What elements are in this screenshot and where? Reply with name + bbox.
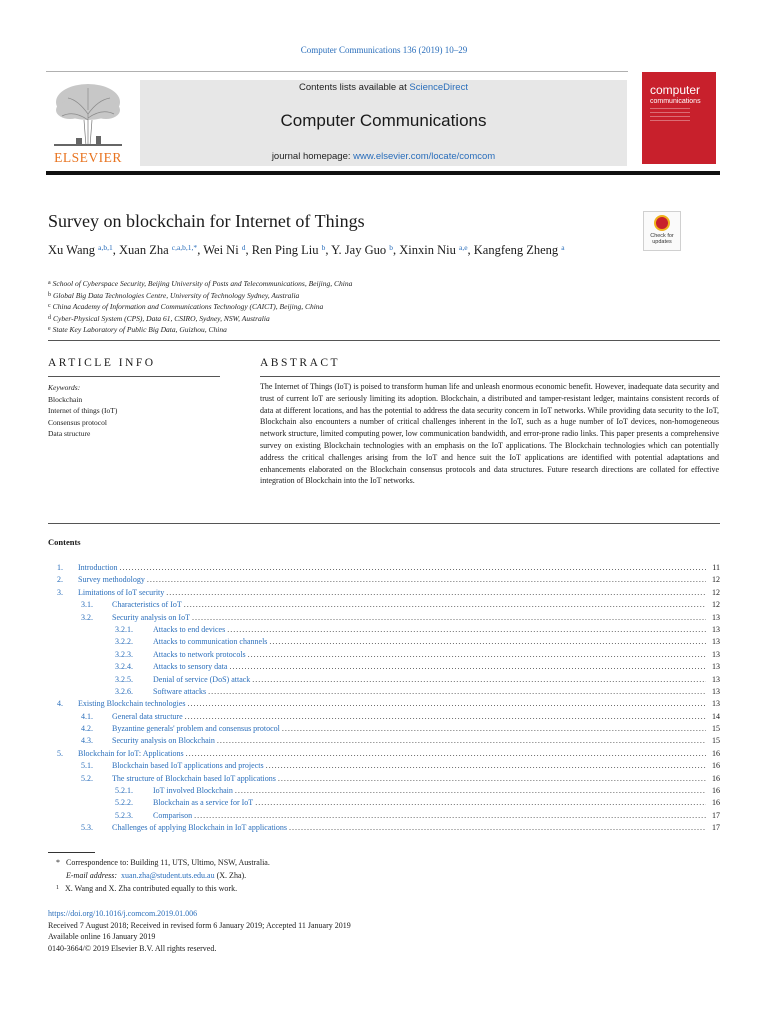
doi-link[interactable]: https://doi.org/10.1016/j.comcom.2019.01.006 xyxy=(48,909,198,918)
toc-entry-link[interactable]: Security analysis on Blockchain xyxy=(112,736,215,746)
toc-entry-number[interactable]: 3.2.5. xyxy=(115,674,133,684)
toc-entry-number[interactable]: 2. xyxy=(57,575,63,585)
toc-entry-number[interactable]: 5.2.2. xyxy=(115,798,133,808)
toc-entry[interactable] xyxy=(48,797,720,809)
toc-entry-link[interactable]: Blockchain as a service for IoT xyxy=(153,798,254,808)
toc-entry[interactable] xyxy=(48,760,720,772)
toc-entry-link[interactable]: The structure of Blockchain based IoT applications xyxy=(112,773,276,783)
publication-info xyxy=(48,908,648,954)
toc-leader-dots xyxy=(192,612,706,624)
toc-entry[interactable] xyxy=(48,773,720,785)
toc-leader-dots xyxy=(208,686,706,698)
toc-entry-page: 16 xyxy=(712,798,720,808)
check-updates-icon xyxy=(654,215,670,231)
affiliation-mark: a xyxy=(48,280,51,286)
toc-entry-number[interactable]: 4.3. xyxy=(81,736,93,746)
affiliation-mark: d xyxy=(48,314,51,321)
affiliation-mark: c xyxy=(48,303,51,309)
toc-leader-dots xyxy=(217,735,706,747)
author-affiliation-marks[interactable]: b xyxy=(321,243,326,252)
equal-contribution-footnote: $^1$ X. Wang and X. Zha contributed equally to this work. xyxy=(56,884,238,893)
toc-entry-number[interactable]: 3.2.4. xyxy=(115,662,133,672)
affiliation-text: State Key Laboratory of Public Big Data, Guizhou, China xyxy=(52,325,227,334)
toc-entry-link[interactable]: Blockchain for IoT: Applications xyxy=(78,748,184,758)
toc-entry-number[interactable]: 4.2. xyxy=(81,724,93,734)
toc-entry-link[interactable]: General data structure xyxy=(112,711,183,721)
affiliation-mark: b xyxy=(48,291,51,298)
toc-entry-link[interactable]: Introduction xyxy=(78,563,118,572)
footnote-rule xyxy=(48,852,95,853)
toc-entry[interactable] xyxy=(48,636,720,648)
author-affiliation-marks[interactable]: d xyxy=(241,243,246,252)
paper-title: Survey on blockchain for Internet of Things xyxy=(48,211,365,231)
copyright-line: 0140-3664/© 2019 Elsevier B.V. All rights reserved. xyxy=(48,943,217,953)
author-affiliation-marks[interactable]: c,a,b,1,* xyxy=(171,243,198,252)
sciencedirect-link[interactable]: ScienceDirect xyxy=(409,82,468,93)
affiliation-mark: e xyxy=(48,326,51,332)
toc-entry-number[interactable]: 3.2.3. xyxy=(115,649,133,659)
author-name[interactable]: Xu Wang xyxy=(48,243,96,257)
toc-entry-link[interactable]: Software attacks xyxy=(153,686,207,696)
toc-leader-dots xyxy=(229,661,706,673)
toc-entry[interactable] xyxy=(48,587,720,599)
section-rule-top xyxy=(48,340,720,341)
affiliation-item xyxy=(48,278,648,290)
keywords-block xyxy=(48,382,220,440)
abstract-text: The Internet of Things (IoT) is poised to transform human life and unleash enormous economic benefit. However, inadequate data security and trust of current IoT are seriously limiting its adoption. Blockchain, a distributed and tamper-resistant ledger, maintains consistent records of data at different locations, and has the potential to address the data security concern in IoT networks. While providing data security to the IoT, Blockchain also encounters a number of critical challenges inherent in the IoT, such as a huge number of IoT devices, non-homogeneous network structure, limited computing power, low communication bandwidth, and error-prone radio links. This paper presents a comprehensive survey on existing Blockchain technologies with an emphasis on the IoT applications. The Blockchain technologies which can potentially address the critical challenges arising from the IoT and hence suit the IoT applications are identified with potential adaptations and enhancements elaborated on the Blockchain consensus protocols and data structures. Future research directions are collated for effective integration of Blockchain into the IoT networks. xyxy=(260,382,719,486)
footnotes xyxy=(56,856,656,895)
elsevier-logo[interactable] xyxy=(48,80,128,166)
toc-leader-dots xyxy=(255,797,706,809)
toc-entry[interactable] xyxy=(48,735,720,747)
toc-entry-link[interactable]: Attacks to network protocols xyxy=(153,649,246,659)
abstract-heading: ABSTRACT xyxy=(260,357,341,369)
toc-entry-page: 15 xyxy=(712,724,720,734)
keyword-item: Data structure xyxy=(48,429,91,438)
toc-entry-number[interactable]: 5.2. xyxy=(81,773,93,783)
author-name[interactable]: Kangfeng Zheng xyxy=(473,243,559,257)
toc-entry-page: 13 xyxy=(712,699,720,709)
toc-entry-link[interactable]: Denial of service (DoS) attack xyxy=(153,674,251,684)
cover-decoration xyxy=(650,108,690,124)
toc-entry-number[interactable]: 3.2. xyxy=(81,612,93,622)
toc-entry-link[interactable]: Challenges of applying Blockchain in IoT applications xyxy=(112,823,287,833)
toc-entry-page: 13 xyxy=(712,637,720,647)
toc-entry[interactable] xyxy=(48,562,720,574)
author-affiliation-marks[interactable]: a,e xyxy=(458,243,468,252)
toc-entry-number[interactable]: 5.3. xyxy=(81,823,93,833)
toc-entry[interactable] xyxy=(48,686,720,698)
toc-leader-dots xyxy=(269,636,706,648)
toc-leader-dots xyxy=(282,723,706,735)
toc-entry-page: 13 xyxy=(712,674,720,684)
toc-entry-link[interactable]: Survey methodology xyxy=(78,575,145,585)
toc-entry-link[interactable]: Blockchain based IoT applications and projects xyxy=(112,761,264,771)
toc-entry[interactable] xyxy=(48,698,720,710)
journal-cover-thumbnail[interactable] xyxy=(642,72,716,164)
toc-leader-dots xyxy=(194,810,706,822)
toc-entry-link[interactable]: IoT involved Blockchain xyxy=(153,786,233,796)
affiliation-item xyxy=(48,313,648,325)
article-info-heading: ARTICLE INFO xyxy=(48,357,156,369)
contents-available-line: Contents lists available at ScienceDirect xyxy=(299,82,468,93)
toc-entry-page: 15 xyxy=(712,736,720,746)
toc-entry-link[interactable]: Comparison xyxy=(153,810,193,820)
toc-leader-dots xyxy=(266,760,706,772)
toc-entry-number[interactable]: 3.2.6. xyxy=(115,686,133,696)
keyword-item: Consensus protocol xyxy=(48,417,107,427)
email-link[interactable]: xuan.zha@student.uts.edu.au xyxy=(121,871,215,880)
toc-entry-page: 12 xyxy=(712,587,720,597)
received-dates: Received 7 August 2018; Received in revised form 6 January 2019; Accepted 11 January 2019 xyxy=(48,920,351,930)
keyword-item: Internet of things (IoT) xyxy=(48,406,118,415)
toc-entry[interactable] xyxy=(48,810,720,822)
toc-entry-number[interactable]: 3.2.2. xyxy=(115,637,133,647)
toc-entry[interactable] xyxy=(48,711,720,723)
toc-entry[interactable] xyxy=(48,599,720,611)
toc-entry-link[interactable]: Limitations of IoT security xyxy=(78,587,165,597)
author-list: Xu Wang $^{a,b,1}$, Xuan Zha $^{c,a,b,1,*}$, Wei Ni $^d$, Ren Ping Liu $^b$, Y. Jay Guo $^b$, Xinxin Niu $^{a,e}$, Kangfeng Zheng $^a$ xyxy=(48,243,565,257)
abstract-rule xyxy=(260,376,720,377)
affiliation-list xyxy=(48,278,648,336)
journal-name: Computer Communications xyxy=(280,111,487,130)
toc-entry-number[interactable]: 3.1. xyxy=(81,600,93,610)
toc-leader-dots xyxy=(166,587,706,599)
toc-leader-dots xyxy=(227,624,706,636)
author-name[interactable]: Wei Ni xyxy=(203,243,239,257)
toc-entry-link[interactable]: Attacks to sensory data xyxy=(153,662,228,672)
affiliation-text: School of Cyberspace Security, Beijing University of Posts and Telecommunications, Beijing, China xyxy=(52,279,353,288)
toc-entry[interactable] xyxy=(48,574,720,586)
toc-entry[interactable] xyxy=(48,723,720,735)
toc-leader-dots xyxy=(120,562,706,574)
keywords-label: Keywords: xyxy=(48,383,81,392)
toc-leader-dots xyxy=(252,674,706,686)
toc-entry-page: 12 xyxy=(712,600,720,610)
toc-leader-dots xyxy=(185,711,706,723)
toc-entry[interactable] xyxy=(48,612,720,624)
toc-entry-number[interactable]: 4.1. xyxy=(81,711,93,721)
journal-homepage-link[interactable]: www.elsevier.com/locate/comcom xyxy=(353,151,496,162)
affiliation-item xyxy=(48,324,648,336)
toc-entry-number[interactable]: 5.1. xyxy=(81,761,93,771)
toc-entry-number[interactable]: 5.2.3. xyxy=(115,810,133,820)
author-name[interactable]: Ren Ping Liu xyxy=(251,243,319,257)
toc-entry-link[interactable]: Attacks to communication channels xyxy=(153,637,268,647)
article-info-rule xyxy=(48,376,220,377)
toc-entry-page: 17 xyxy=(712,810,720,820)
toc-leader-dots xyxy=(278,773,706,785)
toc-entry-page: 12 xyxy=(712,575,720,585)
affiliation-item xyxy=(48,301,648,313)
journal-homepage-line: journal homepage: www.elsevier.com/locate/comcom xyxy=(271,151,496,162)
cover-subtitle: communications xyxy=(650,98,701,105)
toc-entry-page: 13 xyxy=(712,624,720,634)
toc-entry-page: 17 xyxy=(712,823,720,833)
email-footnote: E-mail address: xuan.zha@student.uts.edu.au (X. Zha). xyxy=(66,871,247,880)
toc-leader-dots xyxy=(235,785,706,797)
toc-entry-page: 16 xyxy=(712,748,720,758)
author-affiliation-marks[interactable]: a,b,1 xyxy=(98,243,113,252)
toc-entry-link[interactable]: Existing Blockchain technologies xyxy=(78,699,186,709)
check-for-updates-button[interactable] xyxy=(643,211,681,251)
toc-entry[interactable] xyxy=(48,661,720,673)
available-online: Available online 16 January 2019 xyxy=(48,932,156,941)
table-of-contents xyxy=(48,562,720,835)
toc-entry-page: 11 xyxy=(712,563,720,572)
toc-entry-number[interactable]: 3. xyxy=(57,587,63,597)
toc-entry-page: 13 xyxy=(712,649,720,659)
toc-entry-link[interactable]: Byzantine generals' problem and consensus protocol xyxy=(112,724,280,734)
toc-leader-dots xyxy=(248,649,706,661)
author-name[interactable]: Xinxin Niu xyxy=(399,243,456,257)
affiliation-text: China Academy of Information and Communications Technology (CAICT), Beijing, China xyxy=(52,302,324,311)
toc-entry-number[interactable]: 5.2.1. xyxy=(115,786,133,796)
elsevier-wordmark: ELSEVIER xyxy=(54,150,122,165)
toc-leader-dots xyxy=(289,822,706,834)
toc-entry[interactable] xyxy=(48,624,720,636)
toc-entry-number[interactable]: 5. xyxy=(57,748,63,758)
affiliation-text: Global Big Data Technologies Centre, University of Technology Sydney, Australia xyxy=(53,290,300,300)
toc-entry-page: 13 xyxy=(712,686,720,696)
toc-entry[interactable] xyxy=(48,785,720,797)
affiliation-item xyxy=(48,290,648,302)
author-name[interactable]: Xuan Zha xyxy=(119,243,169,257)
affiliation-text: Cyber-Physical System (CPS), Data 61, CSIRO, Sydney, NSW, Australia xyxy=(53,313,270,323)
toc-entry[interactable] xyxy=(48,748,720,760)
keyword-item: Blockchain xyxy=(48,394,83,404)
top-rule xyxy=(46,71,628,72)
toc-leader-dots xyxy=(184,599,706,611)
toc-entry-page: 14 xyxy=(712,711,720,721)
toc-entry-link[interactable]: Attacks to end devices xyxy=(153,624,226,634)
contents-heading: Contents xyxy=(48,537,81,547)
toc-entry-link[interactable]: Characteristics of IoT xyxy=(112,600,182,610)
header-thick-rule xyxy=(46,171,720,175)
toc-entry[interactable] xyxy=(48,674,720,686)
author-affiliation-marks[interactable]: b xyxy=(389,243,393,252)
toc-leader-dots xyxy=(147,574,706,586)
author-name[interactable]: Y. Jay Guo xyxy=(331,243,387,257)
correspondence-footnote: * Correspondence to: Building 11, UTS, Ultimo, NSW, Australia. xyxy=(56,858,270,867)
author-affiliation-marks[interactable]: a xyxy=(561,243,565,252)
toc-entry[interactable] xyxy=(48,822,720,834)
toc-entry-number[interactable]: 4. xyxy=(57,699,63,709)
toc-leader-dots xyxy=(186,748,706,760)
toc-entry-page: 13 xyxy=(712,612,720,622)
toc-entry-page: 13 xyxy=(712,662,720,672)
section-rule-bottom xyxy=(48,523,720,524)
check-updates-label: Check for updates xyxy=(650,233,674,246)
tree-icon xyxy=(48,80,128,148)
journal-reference[interactable]: Computer Communications 136 (2019) 10–29 xyxy=(300,45,468,55)
cover-title: computer xyxy=(650,83,701,97)
toc-entry-page: 16 xyxy=(712,786,720,796)
toc-entry-number[interactable]: 3.2.1. xyxy=(115,624,133,634)
toc-entry-page: 16 xyxy=(712,761,720,771)
toc-leader-dots xyxy=(188,698,706,710)
toc-entry-number[interactable]: 1. xyxy=(57,563,63,572)
toc-entry-link[interactable]: Security analysis on IoT xyxy=(112,612,190,622)
toc-entry[interactable] xyxy=(48,649,720,661)
toc-entry-page: 16 xyxy=(712,773,720,783)
